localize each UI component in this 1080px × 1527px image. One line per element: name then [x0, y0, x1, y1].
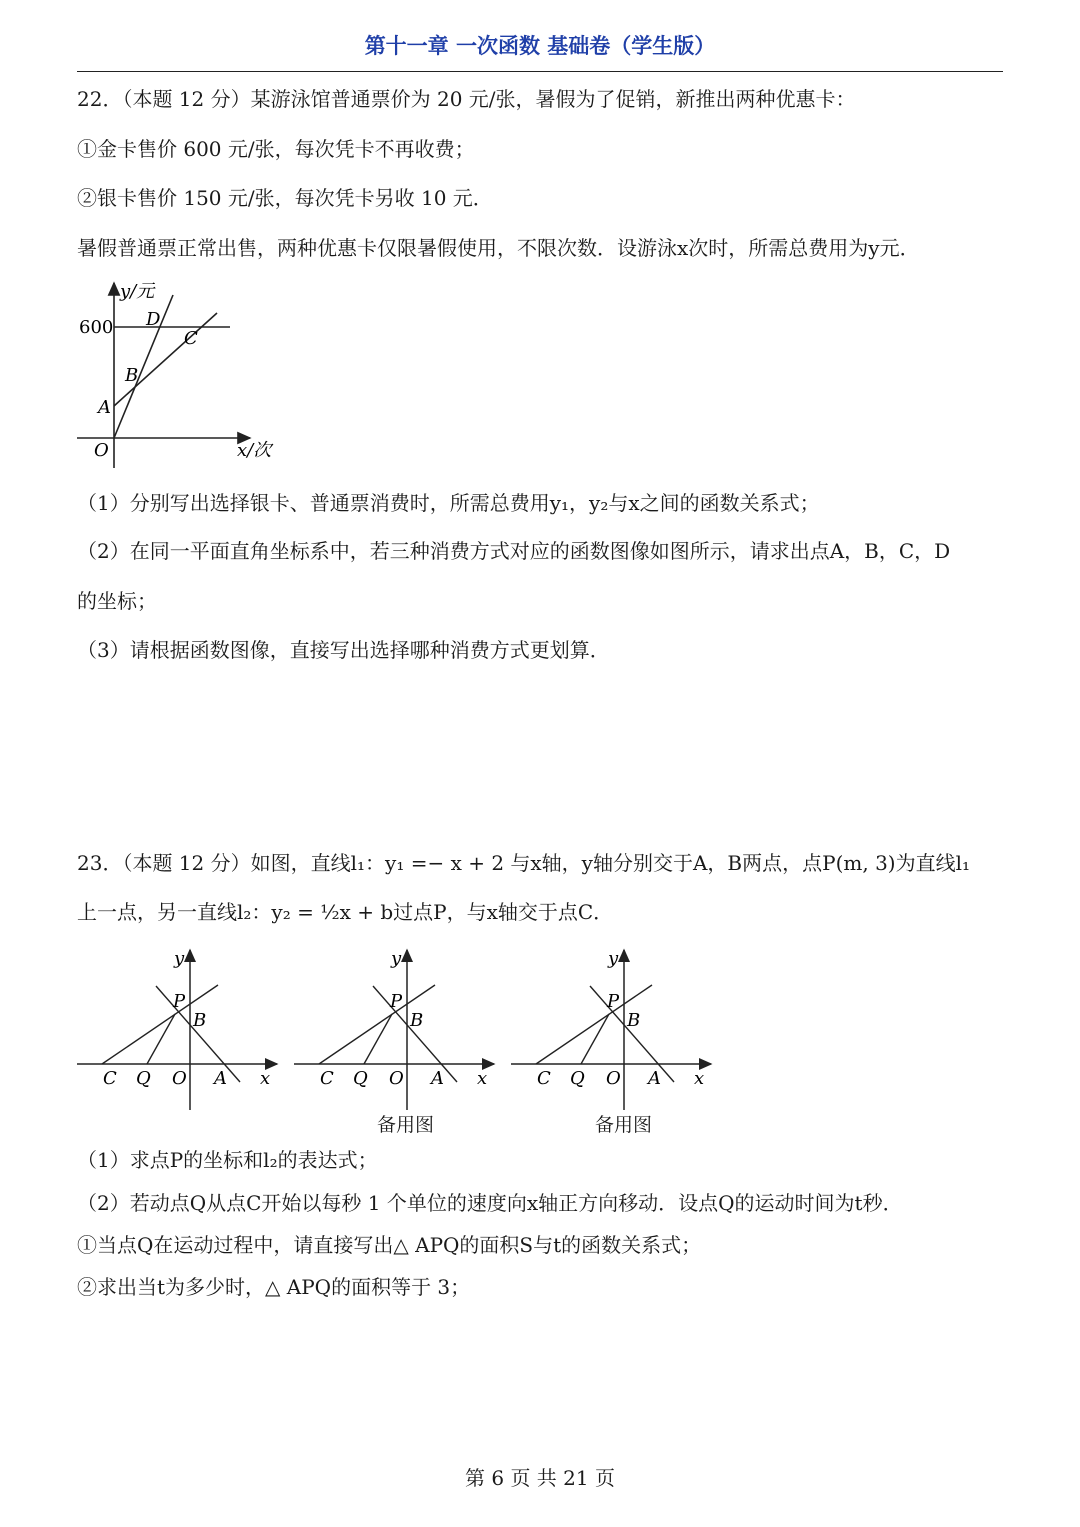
q23-fig2-l1: [373, 986, 457, 1082]
q23-fig1-c-label: C: [103, 1068, 117, 1089]
q23-fig3-c-label: C: [537, 1068, 551, 1089]
q23-sub1: ①当点Q在运动过程中，请直接写出△ APQ的面积S与t的函数关系式；: [77, 1233, 702, 1257]
header-divider: [77, 71, 1003, 72]
q23-fig3-q-label: Q: [570, 1068, 585, 1089]
q23-fig2-b-label: B: [410, 1010, 424, 1031]
q23-fig2-p-label: P: [390, 991, 403, 1012]
q22-regular-line: [114, 295, 173, 438]
q22-part2: （2）在同一平面直角坐标系中，若三种消费方式对应的函数图像如图所示，请求出点A，B，C，D: [77, 539, 951, 563]
q22-label-c: C: [184, 328, 198, 349]
q23-line1: 23．（本题 12 分）如图，直线l₁：y₁ =− x + 2 与x轴，y轴分别交于A，B两点，点P(m, 3)为直线l₁: [77, 851, 971, 875]
q22-gold-card: ①金卡售价 600 元/张，每次凭卡不再收费；: [77, 137, 475, 161]
q23-fig3-p-label: P: [607, 991, 620, 1012]
page-header-title: 第十一章 一次函数 基础卷（学生版）: [364, 34, 716, 58]
q23-sub2: ②求出当t为多少时，△ APQ的面积等于 3；: [77, 1275, 471, 1299]
q23-fig1-q-label: Q: [136, 1068, 151, 1089]
q22-silver-card: ②银卡售价 150 元/张，每次凭卡另收 10 元．: [77, 186, 493, 210]
q23-fig2-x-label: x: [477, 1068, 488, 1089]
q23-figure-main: [77, 948, 277, 1110]
q22-description: 暑假普通票正常出售，两种优惠卡仅限暑假使用，不限次数．设游泳x次时，所需总费用为y元．: [77, 236, 920, 260]
q23-fig3-o-label: O: [606, 1068, 621, 1089]
q23-figures: [72, 940, 732, 1110]
q23-fig1-o-label: O: [172, 1068, 187, 1089]
q22-x-axis-label: x/次: [237, 440, 272, 461]
q22-label-d: D: [146, 309, 161, 330]
q22-part2-cont: 的坐标；: [77, 589, 157, 613]
page-footer: 第 6 页 共 21 页: [465, 1466, 615, 1490]
q23-fig1-a-label: A: [214, 1068, 227, 1089]
q23-fig3-l1: [590, 986, 674, 1082]
q22-y-tick-600: 600: [79, 317, 114, 338]
q23-fig3-a-label: A: [648, 1068, 661, 1089]
q23-line2: 上一点，另一直线l₂：y₂ = ½x + b过点P，与x轴交于点C．: [77, 900, 614, 924]
q22-part1: （1）分别写出选择银卡、普通票消费时，所需总费用y₁，y₂与x之间的函数关系式；: [77, 491, 820, 515]
q23-figure-spare-1: [294, 948, 494, 1110]
q23-spare-caption-2: 备用图: [595, 1114, 653, 1136]
q23-fig3-b-label: B: [627, 1010, 641, 1031]
q23-part1: （1）求点P的坐标和l₂的表达式；: [77, 1148, 378, 1172]
q22-label-a: A: [98, 397, 111, 418]
q23-fig1-l1: [156, 986, 240, 1082]
q22-label-b: B: [125, 365, 139, 386]
q23-fig2-pq: [364, 1014, 392, 1064]
q23-fig3-pq: [581, 1014, 609, 1064]
q23-figure-spare-2: [511, 948, 711, 1110]
q23-fig2-o-label: O: [389, 1068, 404, 1089]
q23-fig3-y-label: y: [608, 948, 619, 969]
q23-fig1-x-label: x: [260, 1068, 271, 1089]
q22-graph-figure: [72, 278, 287, 476]
q23-fig3-x-label: x: [694, 1068, 705, 1089]
q22-origin-label: O: [94, 440, 109, 461]
q23-fig2-a-label: A: [431, 1068, 444, 1089]
q23-fig2-q-label: Q: [353, 1068, 368, 1089]
q23-part2: （2）若动点Q从点C开始以每秒 1 个单位的速度向x轴正方向移动．设点Q的运动时间为t秒．: [77, 1191, 903, 1215]
q22-y-axis-label: y/元: [120, 281, 155, 302]
q22-intro: 22．（本题 12 分）某游泳馆普通票价为 20 元/张，暑假为了促销，新推出两种优惠卡：: [77, 87, 856, 111]
q23-fig2-c-label: C: [320, 1068, 334, 1089]
q23-fig1-b-label: B: [193, 1010, 207, 1031]
q23-spare-caption-1: 备用图: [377, 1114, 435, 1136]
q23-fig1-p-label: P: [173, 991, 186, 1012]
q22-part3: （3）请根据函数图像，直接写出选择哪种消费方式更划算．: [77, 638, 610, 662]
q23-fig1-pq: [147, 1014, 175, 1064]
q23-fig1-y-label: y: [174, 948, 185, 969]
q23-fig2-y-label: y: [391, 948, 402, 969]
